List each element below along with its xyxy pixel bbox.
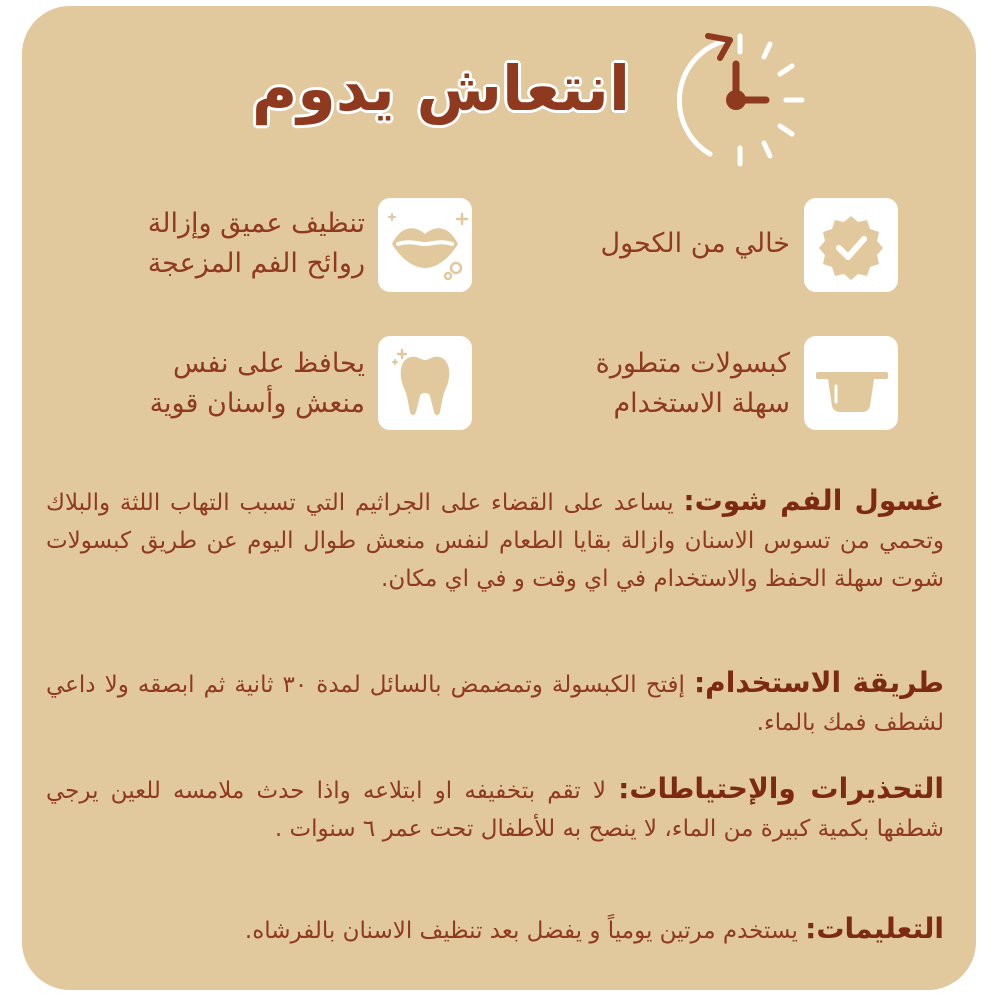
section-warnings-body: لا تقم بتخفيفه او ابتلاعه واذا حدث ملامسه للعين يرجي شطفها بكمية كبيرة من الماء، لا ينصح به للأطفال تحت عمر ٦ سنوات . [46, 778, 944, 842]
check-badge-icon [804, 198, 898, 292]
section-about [46, 482, 944, 598]
capsule-cup-icon [804, 336, 898, 430]
feature-capsules-line1: كبسولات متطورة [595, 348, 790, 379]
page-title: انتعاش يدوم [251, 52, 631, 125]
feature-tile-alcohol-free [804, 198, 898, 292]
section-usage [46, 664, 944, 742]
feature-tile-deep-clean [378, 198, 472, 292]
feature-alcohol-free [500, 224, 790, 264]
section-instructions [46, 910, 944, 950]
feature-tile-capsules [804, 336, 898, 430]
feature-fresh-breath-line1: يحافظ على نفس [172, 348, 365, 379]
feature-fresh-breath [70, 344, 365, 424]
section-instructions-heading: التعليمات: [805, 912, 944, 945]
clock-icon [670, 30, 810, 170]
feature-capsules-line2: سهلة الاستخدام [613, 388, 790, 419]
section-instructions-body: يستخدم مرتين يومياً و يفضل بعد تنظيف الاسنان بالفرشاه. [244, 918, 806, 944]
feature-tile-fresh-breath [378, 336, 472, 430]
feature-alcohol-free-line1: خالي من الكحول [600, 228, 790, 259]
section-warnings-heading: التحذيرات والإحتياطات: [618, 772, 944, 805]
feature-deep-clean-line1: تنظيف عميق وإزالة [147, 208, 365, 239]
feature-deep-clean [70, 204, 365, 284]
feature-deep-clean-line2: روائح الفم المزعجة [147, 248, 365, 279]
feature-fresh-breath-line2: منعش وأسنان قوية [149, 388, 365, 419]
section-usage-body: إفتح الكبسولة وتمضمض بالسائل لمدة ٣٠ ثانية ثم ابصقه ولا داعي لشطف فمك بالماء. [46, 672, 944, 736]
section-usage-heading: طريقة الاستخدام: [693, 666, 944, 699]
section-about-body: يساعد على القضاء على الجراثيم التي تسبب التهاب اللثة والبلاك وتحمي من تسوس الاسنان وازالة بقايا الطعام لنفس منعش طوال اليوم عن طريق كبسولات شوت سهلة الحفظ والاستخدام في اي وقت و في اي مكان. [46, 490, 944, 592]
section-warnings [46, 770, 944, 848]
section-about-heading: غسول الفم شوت: [683, 484, 944, 517]
lips-icon [378, 198, 472, 292]
tooth-icon [378, 336, 472, 430]
feature-capsules [500, 344, 790, 424]
